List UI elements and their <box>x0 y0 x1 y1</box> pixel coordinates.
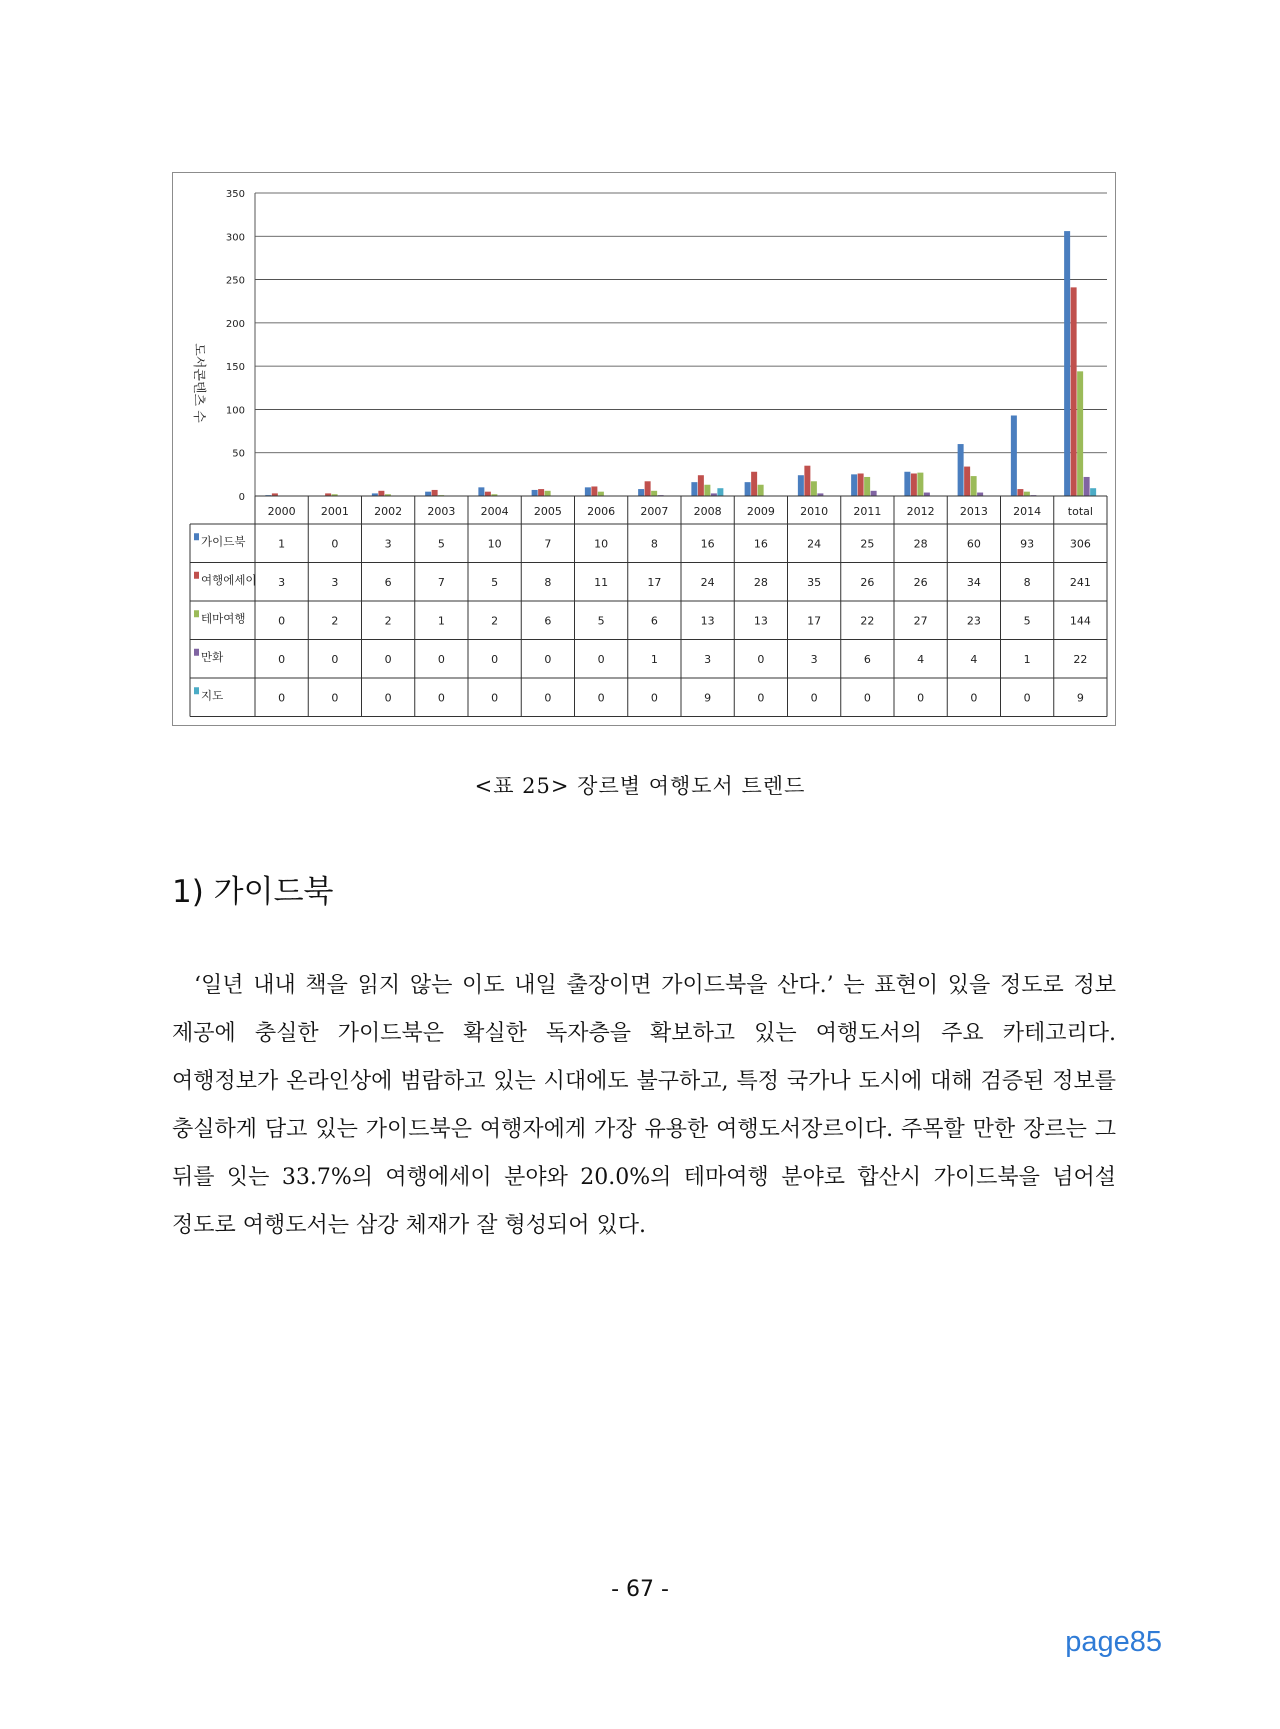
bar-가이드북-2006 <box>585 487 591 496</box>
data-label: 0 <box>757 691 765 705</box>
data-label: 0 <box>863 691 871 705</box>
data-label: 5 <box>491 575 499 589</box>
data-label: 23 <box>966 614 981 628</box>
category-label: 2011 <box>853 505 882 518</box>
category-label: 2004 <box>480 505 509 518</box>
bar-여행에세이-2012 <box>911 473 917 496</box>
legend-swatch <box>194 533 199 540</box>
section-heading: 1) 가이드북 <box>172 874 334 910</box>
category-label: 2002 <box>374 505 403 518</box>
data-label: 2 <box>491 614 499 628</box>
bar-chart <box>173 173 1117 727</box>
data-label: 0 <box>810 691 818 705</box>
data-label: 13 <box>753 614 768 628</box>
data-label: 11 <box>594 575 609 589</box>
data-label: 0 <box>597 652 605 666</box>
bar-가이드북-2013 <box>958 444 964 496</box>
data-label: 93 <box>1020 537 1035 551</box>
data-label: 6 <box>384 575 392 589</box>
data-label: 1 <box>650 652 658 666</box>
data-label: 8 <box>650 537 658 551</box>
legend-label: 지도 <box>201 688 224 703</box>
y-tick-label: 0 <box>238 492 245 503</box>
bar-여행에세이-2005 <box>538 489 544 496</box>
data-label: 16 <box>700 537 715 551</box>
category-label: 2000 <box>267 505 296 518</box>
data-label: 25 <box>860 537 875 551</box>
bar-테마여행-2010 <box>811 481 817 496</box>
legend-label: 여행에세이 <box>201 572 257 587</box>
bar-테마여행-2013 <box>971 476 977 496</box>
data-label: 3 <box>810 652 818 666</box>
category-label: 2001 <box>320 505 349 518</box>
bar-테마여행-2011 <box>864 477 870 496</box>
data-label: 6 <box>863 652 871 666</box>
bar-가이드북-2011 <box>851 474 857 496</box>
bar-여행에세이-2009 <box>751 472 757 496</box>
data-label: 0 <box>491 691 499 705</box>
data-label: 2 <box>384 614 392 628</box>
bar-가이드북-2014 <box>1011 415 1017 496</box>
data-label: 3 <box>331 575 339 589</box>
bar-가이드북-2012 <box>904 472 910 496</box>
data-label: 8 <box>544 575 552 589</box>
bar-만화-total <box>1084 477 1090 496</box>
data-label: 144 <box>1069 614 1091 628</box>
bar-지도-2008 <box>717 488 723 496</box>
y-tick-label: 250 <box>225 275 245 287</box>
data-label: 0 <box>384 652 392 666</box>
legend-swatch <box>194 687 199 694</box>
data-label: 3 <box>278 575 286 589</box>
data-label: 0 <box>650 691 658 705</box>
bar-여행에세이-2002 <box>378 491 384 496</box>
bar-여행에세이-2003 <box>432 490 438 496</box>
bar-만화-2012 <box>924 493 930 496</box>
data-label: 7 <box>437 575 445 589</box>
bar-테마여행-2008 <box>704 485 710 496</box>
bar-테마여행-2005 <box>545 491 551 496</box>
bar-만화-2011 <box>871 491 877 496</box>
category-label: 2003 <box>427 505 456 518</box>
data-label: 13 <box>700 614 715 628</box>
bar-여행에세이-2010 <box>804 466 810 496</box>
page-number: - 67 - <box>611 1577 669 1602</box>
bar-지도-total <box>1090 488 1096 496</box>
data-label: 0 <box>331 652 339 666</box>
data-label: 0 <box>278 614 286 628</box>
data-label: 60 <box>966 537 981 551</box>
data-label: 0 <box>757 652 765 666</box>
data-label: 26 <box>860 575 875 589</box>
bar-여행에세이-2008 <box>698 475 704 496</box>
data-label: 0 <box>544 652 552 666</box>
category-label: 2010 <box>800 505 829 518</box>
category-label: 2005 <box>533 505 562 518</box>
data-label: 0 <box>384 691 392 705</box>
data-label: 0 <box>437 652 445 666</box>
bar-여행에세이-2007 <box>645 481 651 496</box>
legend-label: 만화 <box>201 649 224 664</box>
bar-가이드북-2010 <box>798 475 804 496</box>
data-label: 22 <box>860 614 875 628</box>
bar-여행에세이-2004 <box>485 492 491 496</box>
bar-가이드북-2004 <box>478 487 484 496</box>
bar-가이드북-2007 <box>638 489 644 496</box>
bar-여행에세이-2014 <box>1017 489 1023 496</box>
data-label: 16 <box>753 537 768 551</box>
data-label: 0 <box>970 691 978 705</box>
data-label: 17 <box>647 575 662 589</box>
bar-여행에세이-2013 <box>964 467 970 496</box>
data-label: 306 <box>1069 537 1091 551</box>
data-label: 241 <box>1069 575 1091 589</box>
data-label: 6 <box>544 614 552 628</box>
data-label: 0 <box>1023 691 1031 705</box>
data-label: 8 <box>1023 575 1031 589</box>
data-label: 0 <box>597 691 605 705</box>
data-label: 0 <box>917 691 925 705</box>
category-label: 2006 <box>587 505 616 518</box>
data-label: 35 <box>807 575 822 589</box>
legend-label: 테마여행 <box>201 611 246 626</box>
legend-swatch <box>194 649 199 656</box>
data-label: 10 <box>487 537 502 551</box>
bar-가이드북-2005 <box>532 490 538 496</box>
category-label: total <box>1067 505 1093 518</box>
bar-테마여행-total <box>1077 371 1083 496</box>
bar-만화-2013 <box>977 493 983 496</box>
data-label: 1 <box>437 614 445 628</box>
bar-테마여행-2006 <box>598 492 604 496</box>
y-tick-label: 200 <box>225 318 245 330</box>
bar-테마여행-2014 <box>1024 492 1030 496</box>
data-label: 0 <box>491 652 499 666</box>
y-tick-label: 50 <box>232 448 245 460</box>
data-label: 3 <box>704 652 712 666</box>
data-label: 17 <box>807 614 822 628</box>
bar-여행에세이-2011 <box>858 473 864 496</box>
data-label: 27 <box>913 614 928 628</box>
y-tick-label: 150 <box>225 362 245 374</box>
bar-가이드북-2009 <box>745 482 751 496</box>
data-label: 0 <box>278 652 286 666</box>
data-label: 0 <box>544 691 552 705</box>
category-label: 2009 <box>746 505 775 518</box>
y-tick-label: 100 <box>225 405 245 417</box>
bar-테마여행-2007 <box>651 491 657 496</box>
legend-label: 가이드북 <box>201 534 246 549</box>
bar-여행에세이-total <box>1071 287 1077 496</box>
body-paragraph: ‘일년 내내 책을 읽지 않는 이도 내일 출장이면 가이드북을 산다.’ 는 표현이 있을 정도로 정보 제공에 충실한 가이드북은 확실한 독자층을 확보하고 있는 여행도서의 주요 카테고리다. 여행정보가 온라인상에 범람하고 있는 시대에도 불구하고, 특정 국가나 도시에 대해 검증된 정보를 충실하게 담고 있는 가이드북은 여행자에게 가장 유용한 여행도서장르이다. 주목할 만한 장르는 그 뒤를 잇는 33.7%의 여행에세이 분야와 20.0%의 테마여행 분야로 합산시 가이드북을 넘어설 정도로 여행도서는 삼강 체재가 잘 형성되어 있다. <box>172 973 1116 1238</box>
y-axis-label: 도서콘텐츠 수 <box>191 343 206 423</box>
category-label: 2013 <box>959 505 988 518</box>
category-label: 2012 <box>906 505 935 518</box>
data-label: 26 <box>913 575 928 589</box>
data-label: 28 <box>913 537 928 551</box>
data-label: 0 <box>331 537 339 551</box>
category-label: 2014 <box>1013 505 1042 518</box>
data-label: 22 <box>1073 652 1088 666</box>
data-label: 9 <box>1076 691 1084 705</box>
data-label: 0 <box>437 691 445 705</box>
bar-테마여행-2012 <box>917 473 923 496</box>
data-label: 1 <box>278 537 286 551</box>
data-label: 5 <box>437 537 445 551</box>
category-label: 2007 <box>640 505 669 518</box>
bar-가이드북-2003 <box>425 492 431 496</box>
chart-figure <box>172 172 1116 726</box>
data-label: 0 <box>331 691 339 705</box>
data-label: 24 <box>700 575 715 589</box>
legend-swatch <box>194 610 199 617</box>
data-label: 7 <box>544 537 552 551</box>
bar-가이드북-total <box>1064 231 1070 496</box>
data-label: 10 <box>594 537 609 551</box>
data-label: 5 <box>1023 614 1031 628</box>
data-label: 9 <box>704 691 712 705</box>
data-label: 34 <box>966 575 981 589</box>
data-label: 4 <box>917 652 925 666</box>
data-label: 4 <box>970 652 978 666</box>
data-label: 0 <box>278 691 286 705</box>
table-caption: <표 25> 장르별 여행도서 트렌드 <box>474 774 806 798</box>
data-label: 28 <box>753 575 768 589</box>
data-label: 6 <box>650 614 658 628</box>
bar-여행에세이-2006 <box>591 486 597 496</box>
data-label: 2 <box>331 614 339 628</box>
data-label: 3 <box>384 537 392 551</box>
bar-테마여행-2009 <box>758 485 764 496</box>
y-tick-label: 300 <box>225 232 245 244</box>
page-tag: page85 <box>1065 1626 1162 1658</box>
bar-가이드북-2008 <box>691 482 697 496</box>
y-tick-label: 350 <box>225 189 245 200</box>
data-label: 1 <box>1023 652 1031 666</box>
category-label: 2008 <box>693 505 722 518</box>
data-label: 24 <box>807 537 822 551</box>
data-label: 5 <box>597 614 605 628</box>
legend-swatch <box>194 572 199 579</box>
